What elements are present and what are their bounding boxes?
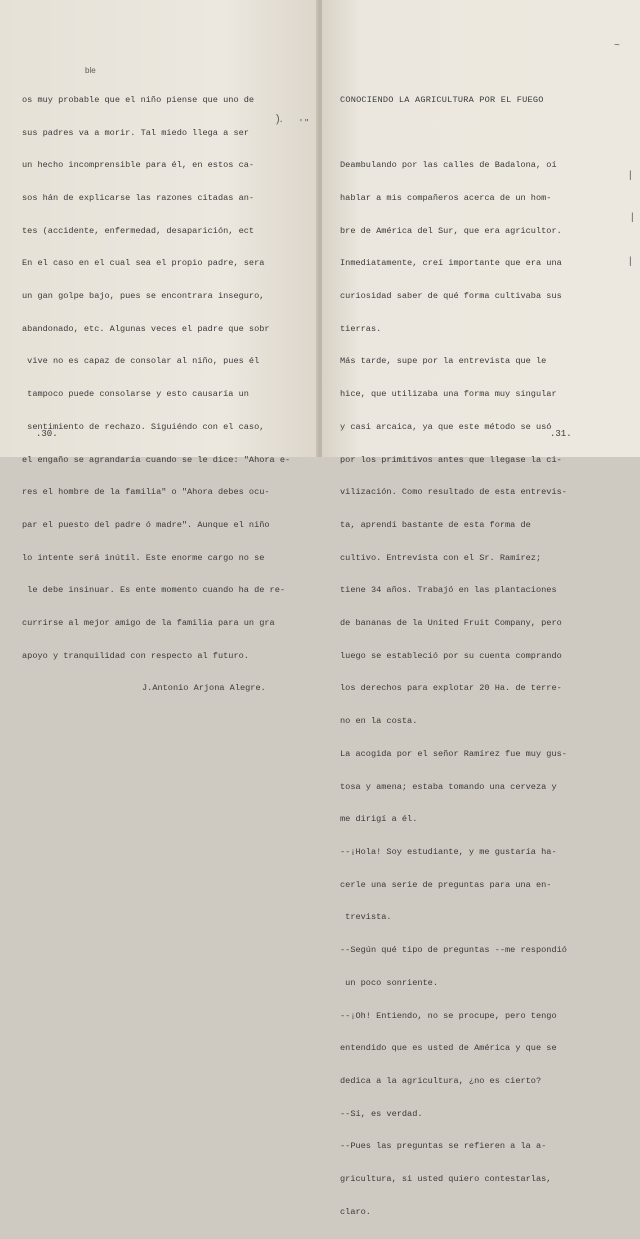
margin-bar-mark: | [629, 170, 632, 181]
body-line: no en la costa. [340, 716, 418, 727]
body-line: par el puesto del padre ó madre". Aunque el niño [22, 519, 270, 530]
left-page-number: .30. [36, 429, 58, 439]
margin-tick-mark: ' '' [300, 118, 309, 129]
body-line: --Sí, es verdad. [340, 1108, 423, 1119]
body-line: vilización. Como resultado de esta entrevis- [340, 487, 567, 498]
body-line: hice, que utilizaba una forma muy singular [340, 389, 557, 400]
body-line: tampoco puede consolarse y esto causaría un [22, 389, 249, 400]
body-line: me dirigí a él. [340, 814, 418, 825]
left-page-body [22, 73, 290, 716]
margin-bar-mark: | [631, 212, 634, 223]
author-signature: J.Antonio Arjona Alegre. [142, 683, 266, 694]
body-line: gricultura, si usted quiero contestarlas, [340, 1174, 552, 1185]
body-line: La acogida por el señor Ramírez fue muy gus- [340, 748, 567, 759]
margin-mark: ). [276, 113, 283, 125]
body-line: entendido que es usted de América y que se [340, 1043, 557, 1054]
body-line: tosa y amena; estaba tomando una cerveza y [340, 781, 557, 792]
body-line: abandonado, etc. Algunas veces el padre que sobr [22, 323, 270, 334]
body-line: el engaño se agrandaría cuando se le dice: "Ahora e- [22, 454, 291, 465]
body-line: --¡Oh! Entiendo, no se procupe, pero tengo [340, 1010, 557, 1021]
body-line: res el hombre de la familia" o "Ahora debes ocu- [22, 487, 270, 498]
body-line: tes (accidente, enfermedad, desaparición, ect [22, 225, 255, 236]
body-line: un gan golpe bajo, pues se encontrara inseguro, [22, 291, 265, 302]
body-line: os muy probable que el niño piense que uno de [22, 94, 255, 105]
body-line: bre de América del Sur, que era agricultor. [340, 225, 562, 236]
body-line: curiosidad saber de qué forma cultivaba sus [340, 291, 562, 302]
body-line: un hecho incomprensible para él, en estos ca- [22, 160, 255, 171]
handwritten-annotation: ble [85, 66, 96, 75]
body-line: sentimiento de rechazo. Siguiéndo con el caso, [22, 421, 265, 432]
left-page [0, 0, 318, 694]
margin-dash-mark: ~ [614, 40, 620, 51]
body-line: dedica a la agricultura, ¿no es cierto? [340, 1075, 542, 1086]
body-line: currirse al mejor amigo de la familia para un gra [22, 618, 275, 629]
body-line: Deambulando por las calles de Badalona, oí [340, 160, 557, 171]
body-line: cerle una serie de preguntas para una en- [340, 879, 552, 890]
body-line: apoyo y tranquilidad con respecto al futuro. [22, 650, 249, 661]
body-line: En el caso en el cual sea el propio padre, sera [22, 258, 265, 269]
body-line [340, 128, 567, 139]
body-line: le debe insinuar. Es ente momento cuando ha de re- [22, 585, 286, 596]
right-page-body [340, 73, 567, 1239]
right-page [322, 0, 640, 1217]
body-line: --Según qué tipo de preguntas --me respondió [340, 945, 567, 956]
body-line: ta, aprendí bastante de esta forma de [340, 519, 531, 530]
body-line: tiene 34 años. Trabajó en las plantaciones [340, 585, 557, 596]
body-line: hablar a mis compañeros acerca de un hom- [340, 192, 552, 203]
right-page-number: .31. [550, 429, 572, 439]
body-line: Inmediatamente, creí importante que era una [340, 258, 562, 269]
body-line: cultivo. Entrevista con el Sr. Ramírez; [340, 552, 542, 563]
body-line: Más tarde, supe por la entrevista que le [340, 356, 547, 367]
body-line: sus padres va a morir. Tal miedo llega a ser [22, 127, 249, 138]
body-line: por los primitivos antes que llegase la ci- [340, 454, 562, 465]
body-line: y casi arcaica, ya que este método se usó [340, 421, 552, 432]
body-line: --¡Hola! Soy estudiante, y me gustaría ha- [340, 846, 557, 857]
body-line: trevista. [340, 912, 392, 923]
body-line: un poco sonriente. [340, 977, 438, 988]
body-line: lo intente será inútil. Este enorme cargo no se [22, 552, 265, 563]
body-line: claro. [340, 1206, 371, 1217]
body-line: de bananas de la United Fruit Company, pero [340, 618, 562, 629]
body-line: vive no es capaz de consolar al niño, pues él [22, 356, 260, 367]
body-line: sos hán de explicarse las razones citadas an- [22, 192, 255, 203]
body-line: --Pues las preguntas se refieren a la a- [340, 1141, 547, 1152]
body-line: luego se estableció por su cuenta comprando [340, 650, 562, 661]
body-line: los derechos para explotar 20 Ha. de terre- [340, 683, 562, 694]
article-heading: CONOCIENDO LA AGRICULTURA POR EL FUEGO [340, 94, 544, 105]
body-line: tierras. [340, 323, 382, 334]
margin-bar-mark: | [629, 256, 632, 267]
